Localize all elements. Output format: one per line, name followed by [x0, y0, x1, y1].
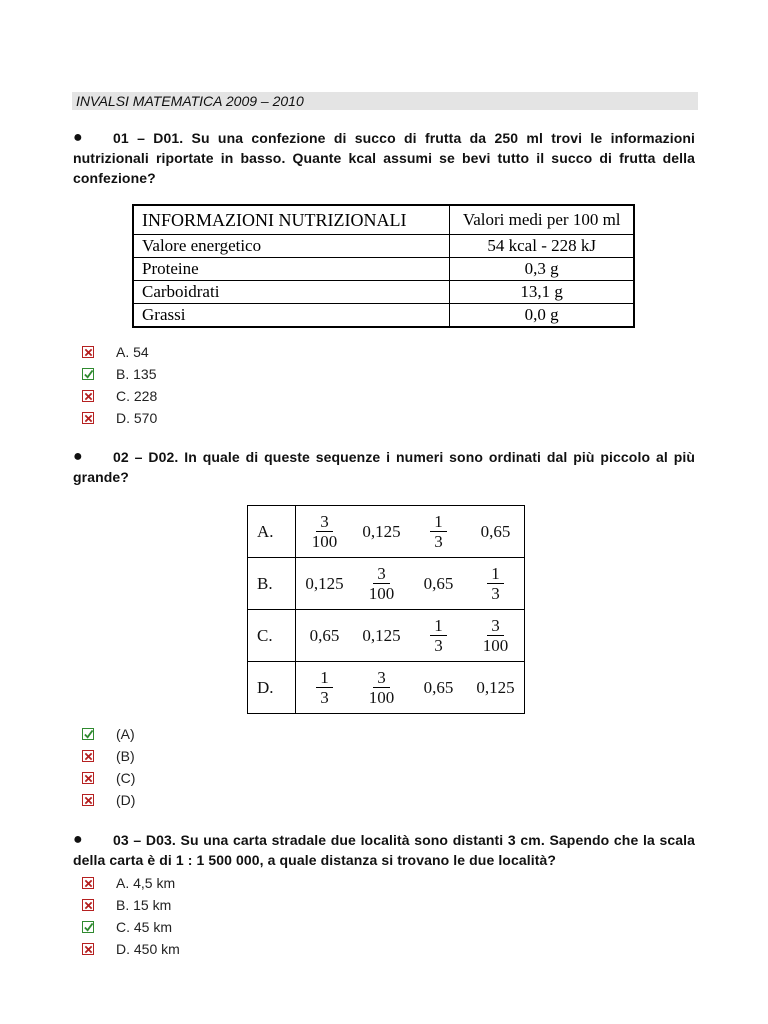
nutrition-row-label: Carboidrati	[133, 281, 450, 304]
checkbox-checked-icon[interactable]	[82, 728, 94, 740]
option-label: D. 570	[116, 410, 158, 426]
option-label: (B)	[116, 748, 135, 764]
question-3-text: 03 – D03. Su una carta stradale due località sono distanti 3 cm. Sapendo che la scala della carta è di 1 : 1 500 000, a quale distanza si trovano le due località?	[73, 832, 695, 868]
sequence-row-label: B.	[248, 558, 296, 610]
option-label: A. 54	[116, 344, 149, 360]
question-1-options	[82, 341, 157, 429]
fraction-denominator: 3	[434, 532, 443, 551]
nutrition-row-value: 0,3 g	[450, 258, 634, 281]
sequence-value: 0,125	[353, 506, 410, 558]
option-1-3[interactable]	[82, 385, 157, 407]
checkbox-crossed-icon[interactable]	[82, 390, 94, 402]
fraction-denominator: 3	[491, 584, 500, 603]
sequence-fraction	[467, 558, 525, 610]
option-label: (A)	[116, 726, 135, 742]
sequence-fraction	[353, 558, 410, 610]
option-3-2[interactable]	[82, 894, 180, 916]
option-1-2[interactable]	[82, 363, 157, 385]
fraction-denominator: 100	[311, 532, 338, 551]
option-label: (C)	[116, 770, 136, 786]
option-2-4[interactable]	[82, 789, 135, 811]
option-label: D. 450 km	[116, 941, 180, 957]
fraction-denominator: 100	[482, 636, 509, 655]
question-1-text: 01 – D01. Su una confezione di succo di frutta da 250 ml trovi le informazioni nutrizionali riportate in basso. Quante kcal assumi se bevi tutto il succo di frutta della confezione?	[73, 130, 695, 186]
sequence-row	[248, 506, 525, 558]
fraction	[308, 512, 342, 551]
fraction-denominator: 3	[434, 636, 443, 655]
checkbox-checked-icon[interactable]	[82, 921, 94, 933]
nutrition-row-label: Valore energetico	[133, 235, 450, 258]
sequence-fraction	[296, 506, 354, 558]
document-header: INVALSI MATEMATICA 2009 – 2010	[72, 92, 698, 110]
sequence-value: 0,65	[296, 610, 354, 662]
option-label: B. 135	[116, 366, 157, 382]
sequence-value: 0,65	[410, 662, 467, 714]
fraction-numerator: 3	[487, 616, 504, 636]
fraction-numerator: 3	[373, 668, 390, 688]
fraction-numerator: 3	[373, 564, 390, 584]
checkbox-crossed-icon[interactable]	[82, 412, 94, 424]
fraction-numerator: 1	[316, 668, 333, 688]
sequence-value: 0,65	[467, 506, 525, 558]
question-2	[73, 447, 695, 487]
sequence-table	[247, 505, 525, 714]
fraction-numerator: 1	[430, 616, 447, 636]
fraction	[365, 564, 399, 603]
checkbox-crossed-icon[interactable]	[82, 943, 94, 955]
bullet-icon: ●	[73, 448, 83, 465]
question-1	[73, 128, 695, 188]
nutrition-row-label: Grassi	[133, 304, 450, 328]
question-2-options	[82, 723, 135, 811]
option-label: B. 15 km	[116, 897, 172, 913]
fraction-numerator: 1	[430, 512, 447, 532]
option-3-3[interactable]	[82, 916, 180, 938]
bullet-icon: ●	[73, 129, 83, 146]
checkbox-checked-icon[interactable]	[82, 368, 94, 380]
nutrition-table	[132, 204, 635, 328]
sequence-value: 0,125	[467, 662, 525, 714]
nutrition-row-label: Proteine	[133, 258, 450, 281]
option-3-4[interactable]	[82, 938, 180, 960]
sequence-fraction	[296, 662, 354, 714]
question-3	[73, 830, 695, 870]
nutrition-header-label: INFORMAZIONI NUTRIZIONALI	[133, 205, 450, 235]
nutrition-row-value: 54 kcal - 228 kJ	[450, 235, 634, 258]
sequence-row-label: D.	[248, 662, 296, 714]
fraction	[487, 564, 504, 603]
checkbox-crossed-icon[interactable]	[82, 772, 94, 784]
sequence-fraction	[410, 610, 467, 662]
sequence-fraction	[467, 610, 525, 662]
fraction	[430, 512, 447, 551]
sequence-value: 0,125	[353, 610, 410, 662]
option-label: (D)	[116, 792, 136, 808]
nutrition-row-value: 13,1 g	[450, 281, 634, 304]
sequence-row	[248, 610, 525, 662]
option-2-3[interactable]	[82, 767, 135, 789]
fraction-denominator: 100	[368, 688, 395, 707]
sequence-fraction	[410, 506, 467, 558]
sequence-row-label: C.	[248, 610, 296, 662]
option-3-1[interactable]	[82, 872, 180, 894]
sequence-value: 0,125	[296, 558, 354, 610]
option-label: C. 45 km	[116, 919, 173, 935]
fraction	[430, 616, 447, 655]
option-2-1[interactable]	[82, 723, 135, 745]
option-label: A. 4,5 km	[116, 875, 176, 891]
checkbox-crossed-icon[interactable]	[82, 794, 94, 806]
fraction-numerator: 1	[487, 564, 504, 584]
checkbox-crossed-icon[interactable]	[82, 346, 94, 358]
nutrition-row-value: 0,0 g	[450, 304, 634, 328]
checkbox-crossed-icon[interactable]	[82, 899, 94, 911]
bullet-icon: ●	[73, 831, 83, 848]
option-2-2[interactable]	[82, 745, 135, 767]
sequence-fraction	[353, 662, 410, 714]
question-2-text: 02 – D02. In quale di queste sequenze i numeri sono ordinati dal più piccolo al più grande?	[73, 449, 695, 485]
nutrition-header-value: Valori medi per 100 ml	[450, 205, 634, 235]
option-label: C. 228	[116, 388, 158, 404]
fraction-denominator: 100	[368, 584, 395, 603]
fraction	[316, 668, 333, 707]
checkbox-crossed-icon[interactable]	[82, 877, 94, 889]
fraction	[479, 616, 513, 655]
fraction-denominator: 3	[320, 688, 329, 707]
sequence-row	[248, 558, 525, 610]
checkbox-crossed-icon[interactable]	[82, 750, 94, 762]
fraction-numerator: 3	[316, 512, 333, 532]
sequence-row	[248, 662, 525, 714]
sequence-row-label: A.	[248, 506, 296, 558]
fraction	[365, 668, 399, 707]
question-3-options	[82, 872, 180, 960]
option-1-1[interactable]	[82, 341, 157, 363]
sequence-value: 0,65	[410, 558, 467, 610]
option-1-4[interactable]	[82, 407, 157, 429]
